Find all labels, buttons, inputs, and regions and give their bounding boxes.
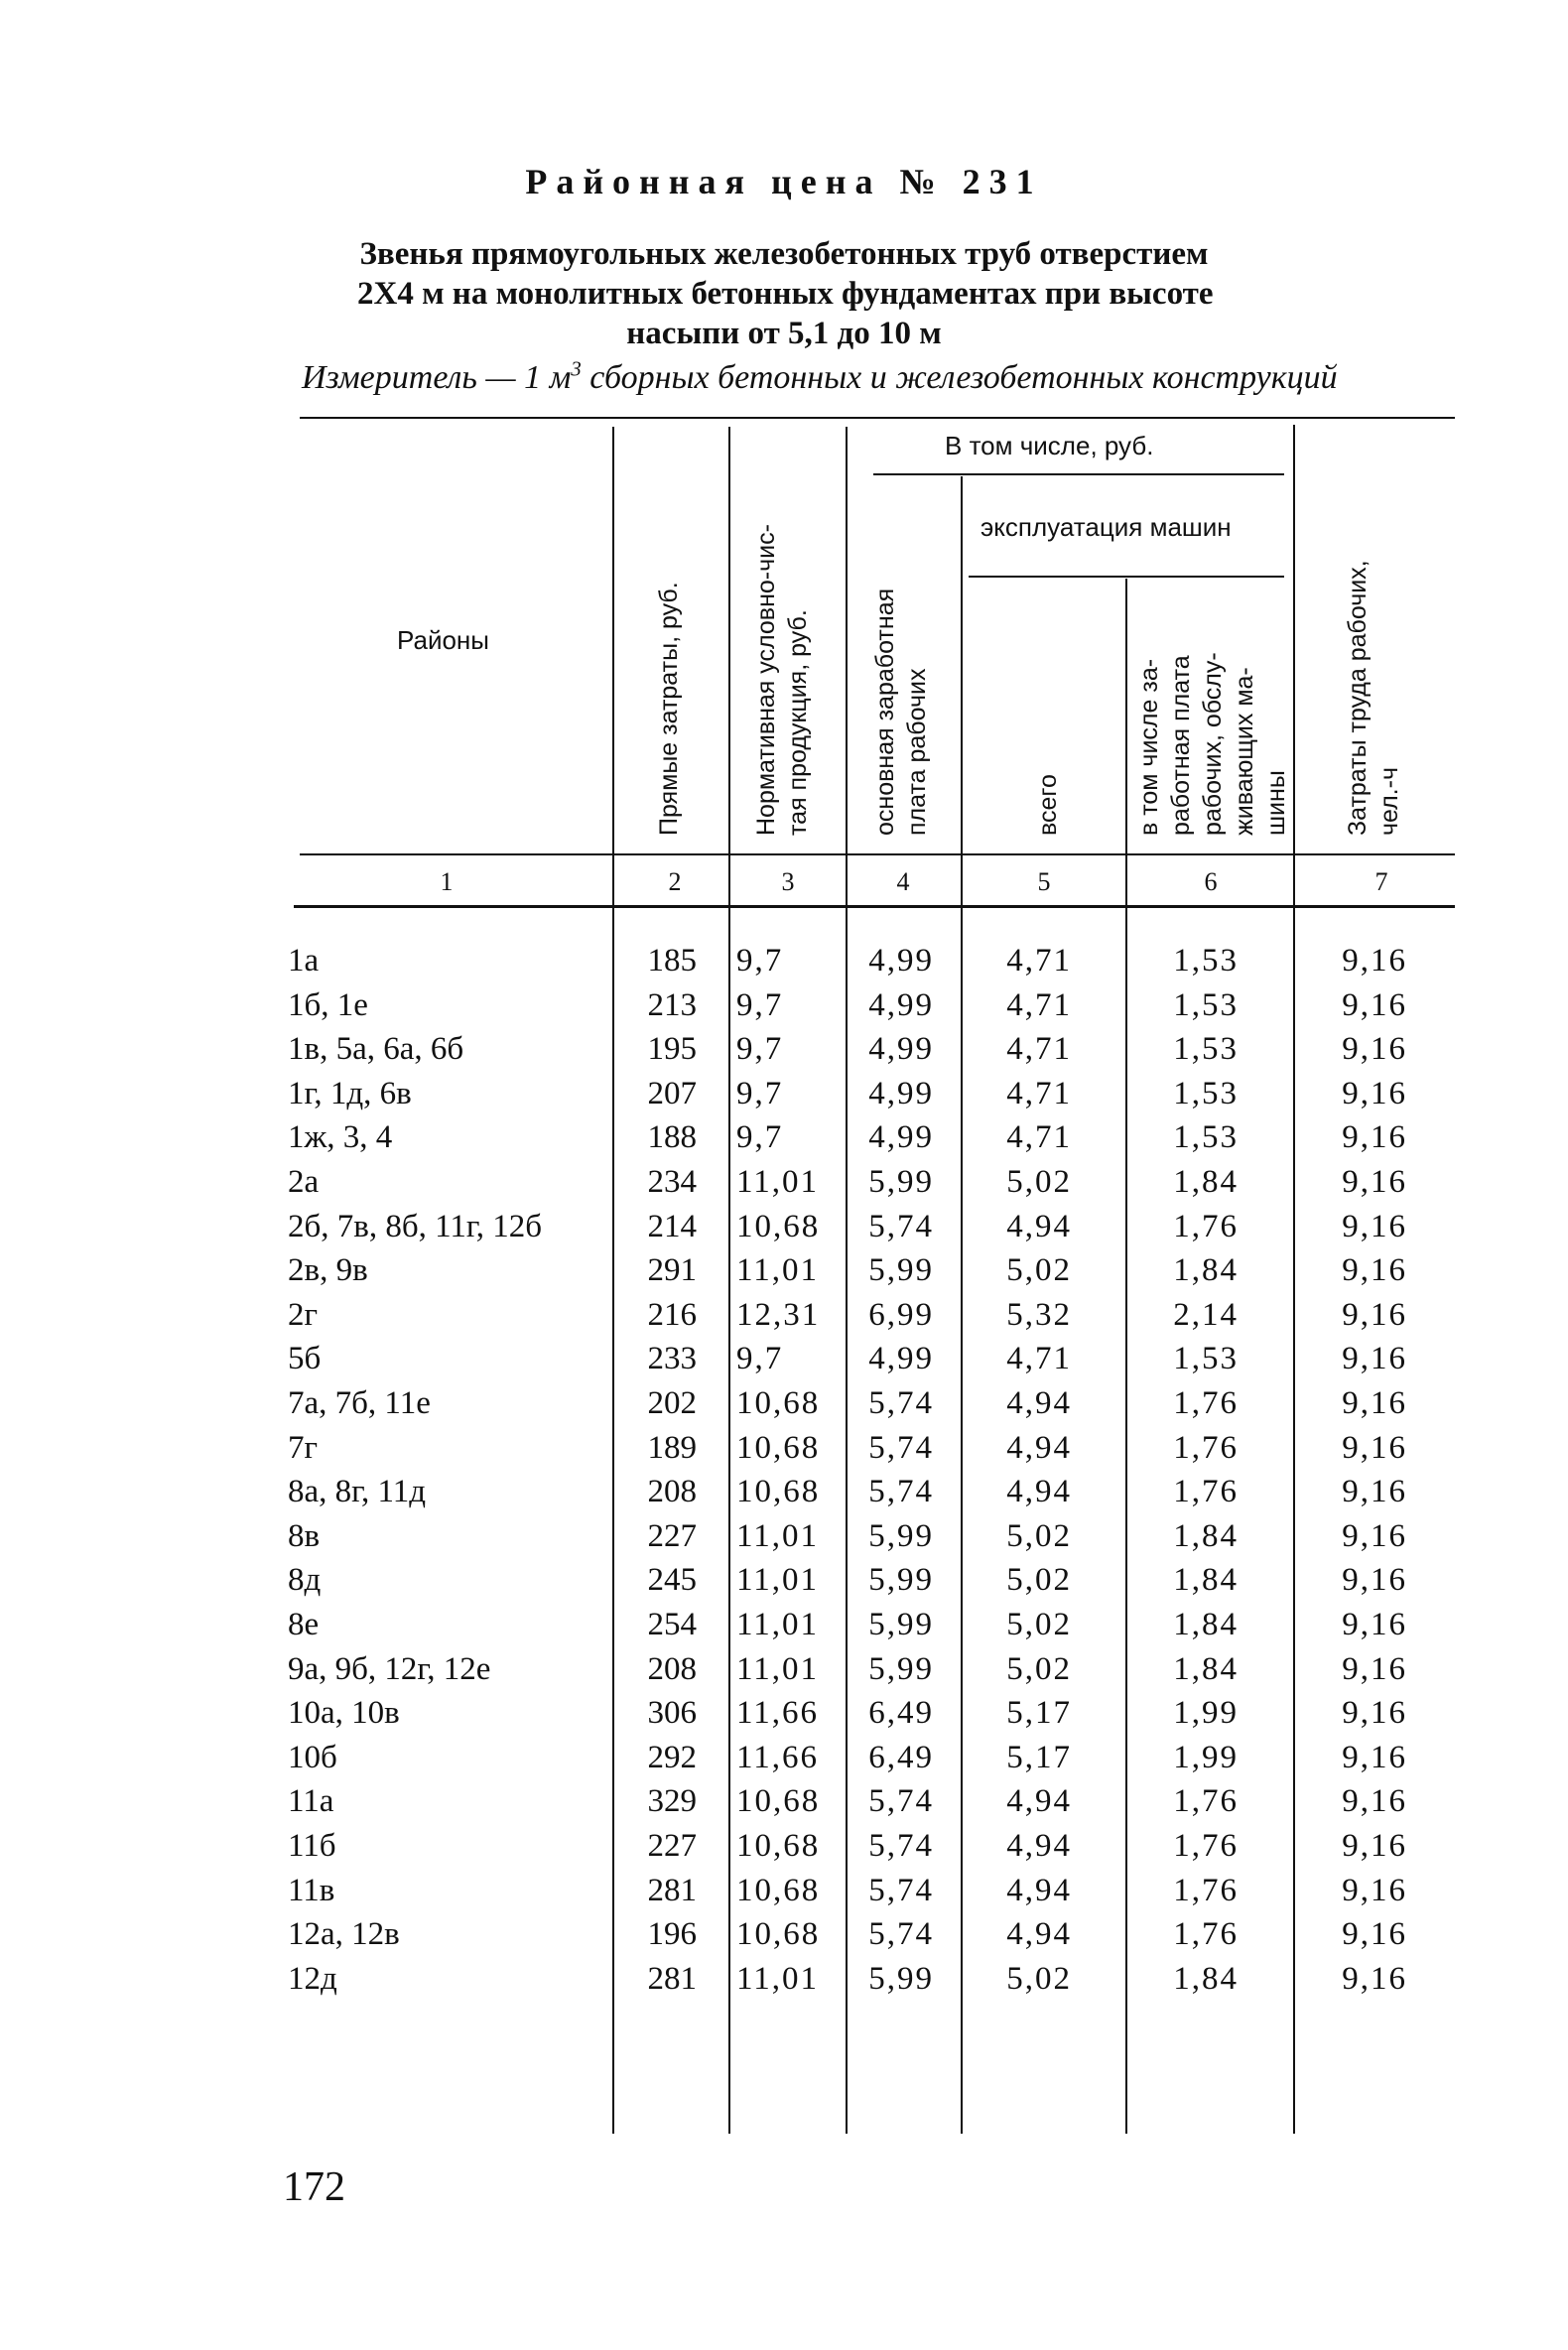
subtitle-line: насыпи от 5,1 до 10 м [626, 316, 942, 351]
table-cell: 1а [288, 943, 320, 979]
table-cell: 2г [288, 1296, 319, 1333]
table-cell: 5,74 [868, 1916, 934, 1953]
table-cell: 11в [288, 1872, 335, 1908]
table-cell: 5,32 [1006, 1296, 1072, 1333]
column-number: 4 [896, 867, 910, 896]
table-cell: 9,16 [1342, 1607, 1407, 1642]
table-cell: 1в, 5а, 6а, 6б [288, 1031, 464, 1068]
header-machines-total: всего [1034, 774, 1062, 836]
table-top-rule [300, 417, 1455, 419]
table-cell: 1,76 [1173, 1429, 1239, 1466]
table-cell: 10,68 [736, 1474, 821, 1510]
table-cell: 5,02 [1006, 1650, 1072, 1687]
table-cell: 9,16 [1342, 1474, 1407, 1510]
table-cell: 1,84 [1173, 1164, 1239, 1200]
header-machine-operator-wage: в том числе за- работная плата рабочих, обслу- живающих ма- шины [1135, 652, 1290, 836]
table-row [0, 1647, 1568, 1691]
table-cell: 4,71 [1006, 986, 1072, 1023]
table-cell: 2а [288, 1164, 320, 1200]
table-cell: 9,16 [1342, 1828, 1407, 1864]
table-cell: 10,68 [736, 1208, 821, 1244]
subtitle-line: Звенья прямоугольных железобетонных труб отверстием [359, 236, 1209, 272]
table-cell: 5,99 [868, 1607, 934, 1642]
table-cell: 1,76 [1173, 1474, 1239, 1510]
table-cell: 9,16 [1342, 986, 1407, 1023]
table-row [0, 1027, 1568, 1071]
table-cell: 1б, 1е [288, 986, 368, 1023]
table-cell: 11,01 [736, 1607, 820, 1642]
page-number: 172 [283, 2164, 345, 2210]
table-cell: 9,16 [1342, 1872, 1407, 1908]
table-cell: 4,94 [1006, 1916, 1072, 1953]
table-cell: 11,01 [736, 1960, 820, 1997]
table-cell: 5,74 [868, 1828, 934, 1864]
table-row [0, 1779, 1568, 1823]
header-bottom-rule [300, 853, 1455, 855]
table-cell: 9,7 [736, 943, 784, 979]
table-row [0, 1337, 1568, 1380]
table-cell: 10,68 [736, 1783, 821, 1820]
table-cell: 4,99 [868, 986, 934, 1023]
table-cell: 6,49 [868, 1739, 934, 1775]
table-row [0, 983, 1568, 1027]
table-cell: 4,99 [868, 943, 934, 979]
table-cell: 11,01 [736, 1562, 820, 1599]
document-subtitle [357, 234, 1214, 353]
table-cell: 4,94 [1006, 1872, 1072, 1908]
table-cell: 5,02 [1006, 1607, 1072, 1642]
table-cell: 9,16 [1342, 1164, 1407, 1200]
table-cell: 9,16 [1342, 1695, 1407, 1732]
table-cell: 9,16 [1342, 1252, 1407, 1289]
table-cell: 2в, 9в [288, 1252, 368, 1289]
table-cell: 4,94 [1006, 1828, 1072, 1864]
table-cell: 9,16 [1342, 1208, 1407, 1244]
table-cell: 5,74 [868, 1208, 934, 1244]
table-cell: 1,76 [1173, 1385, 1239, 1421]
table-cell: 1ж, 3, 4 [288, 1119, 393, 1156]
table-cell: 10,68 [736, 1429, 821, 1466]
table-cell: 4,71 [1006, 1075, 1072, 1111]
table-cell: 9,16 [1342, 1075, 1407, 1111]
table-row [0, 1869, 1568, 1912]
table-cell: 5,17 [1006, 1695, 1072, 1732]
table-cell: 4,99 [868, 1075, 934, 1111]
table-cell: 5,02 [1006, 1517, 1072, 1554]
table-cell: 10,68 [736, 1828, 821, 1864]
table-cell: 4,71 [1006, 1341, 1072, 1377]
table-cell: 5,99 [868, 1562, 934, 1599]
table-cell: 5,17 [1006, 1739, 1072, 1775]
table-row [0, 1558, 1568, 1602]
table-cell: 9,7 [736, 986, 784, 1023]
header-group-rub: В том числе, руб. [945, 431, 1154, 460]
table-cell: 254 [647, 1607, 697, 1642]
table-cell: 11,01 [736, 1650, 820, 1687]
table-cell: 9,16 [1342, 1960, 1407, 1997]
table-cell: 5,74 [868, 1429, 934, 1466]
table-cell: 11,01 [736, 1164, 820, 1200]
table-cell: 9,16 [1342, 1650, 1407, 1687]
column-number: 2 [668, 867, 682, 896]
column-number: 3 [781, 867, 795, 896]
table-cell: 5,74 [868, 1474, 934, 1510]
table-cell: 11а [288, 1783, 334, 1820]
table-cell: 10,68 [736, 1916, 821, 1953]
table-row [0, 1957, 1568, 2001]
table-cell: 9,16 [1342, 943, 1407, 979]
table-row [0, 1691, 1568, 1735]
table-row [0, 1160, 1568, 1204]
table-cell: 11,66 [736, 1695, 820, 1732]
table-cell: 8в [288, 1517, 321, 1554]
table-cell: 4,99 [868, 1031, 934, 1068]
table-cell: 4,99 [868, 1341, 934, 1377]
table-cell: 12а, 12в [288, 1916, 400, 1953]
table-cell: 227 [647, 1828, 697, 1864]
table-cell: 1,76 [1173, 1916, 1239, 1953]
table-cell: 188 [647, 1119, 697, 1156]
column-number: 5 [1037, 867, 1051, 896]
table-row [0, 1205, 1568, 1248]
document-title: Районная цена № 231 [525, 162, 1043, 201]
table-cell: 1,84 [1173, 1252, 1239, 1289]
table-cell: 2,14 [1173, 1296, 1239, 1333]
header-regions: Районы [397, 625, 489, 655]
table-cell: 1,76 [1173, 1783, 1239, 1820]
table-cell: 9а, 9б, 12г, 12е [288, 1650, 491, 1687]
table-cell: 11б [288, 1828, 336, 1864]
table-row [0, 1248, 1568, 1292]
table-cell: 5,99 [868, 1650, 934, 1687]
table-cell: 4,94 [1006, 1385, 1072, 1421]
table-cell: 1,76 [1173, 1828, 1239, 1864]
machines-header-rule [969, 576, 1284, 578]
header-normative-product: Нормативная условно-чис- тая продукция, руб. [752, 524, 812, 836]
measure-prefix: Измеритель — 1 м [302, 359, 572, 396]
table-cell: 233 [647, 1341, 697, 1377]
table-cell: 202 [647, 1385, 697, 1421]
table-cell: 9,16 [1342, 1031, 1407, 1068]
table-cell: 7а, 7б, 11е [288, 1385, 431, 1421]
table-row [0, 1293, 1568, 1337]
table-cell: 4,94 [1006, 1429, 1072, 1466]
table-cell: 1,84 [1173, 1517, 1239, 1554]
column-number: 7 [1374, 867, 1388, 896]
table-cell: 1,53 [1173, 1119, 1239, 1156]
table-cell: 1,84 [1173, 1607, 1239, 1642]
header-labor-costs: Затраты труда рабочих, чел.-ч [1344, 560, 1403, 836]
table-cell: 8е [288, 1607, 320, 1642]
table-cell: 1,53 [1173, 986, 1239, 1023]
table-cell: 5,99 [868, 1517, 934, 1554]
table-row [0, 1824, 1568, 1868]
table-cell: 10б [288, 1739, 337, 1775]
table-cell: 234 [647, 1164, 697, 1200]
table-cell: 4,99 [868, 1119, 934, 1156]
table-cell: 4,71 [1006, 943, 1072, 979]
table-cell: 4,71 [1006, 1119, 1072, 1156]
table-cell: 329 [647, 1783, 697, 1820]
table-cell: 9,16 [1342, 1739, 1407, 1775]
table-cell: 195 [647, 1031, 697, 1068]
table-cell: 10,68 [736, 1385, 821, 1421]
table-cell: 1,53 [1173, 1341, 1239, 1377]
table-cell: 214 [647, 1208, 697, 1244]
table-cell: 5,74 [868, 1385, 934, 1421]
table-cell: 9,16 [1342, 1429, 1407, 1466]
table-row [0, 1603, 1568, 1646]
table-cell: 9,7 [736, 1341, 784, 1377]
table-cell: 5,74 [868, 1783, 934, 1820]
table-cell: 9,7 [736, 1075, 784, 1111]
table-cell: 4,94 [1006, 1474, 1072, 1510]
column-number: 1 [440, 867, 454, 896]
table-cell: 9,16 [1342, 1916, 1407, 1953]
table-cell: 1,53 [1173, 1031, 1239, 1068]
table-row [0, 1470, 1568, 1513]
table-cell: 208 [647, 1650, 697, 1687]
table-cell: 9,16 [1342, 1562, 1407, 1599]
table-cell: 9,7 [736, 1031, 784, 1068]
table-cell: 12,31 [736, 1296, 821, 1333]
header-base-wage: основная заработная плата рабочих [871, 588, 931, 836]
table-row [0, 939, 1568, 982]
table-cell: 2б, 7в, 8б, 11г, 12б [288, 1208, 543, 1244]
column-number-rule [294, 905, 1455, 908]
table-cell: 6,49 [868, 1695, 934, 1732]
table-cell: 292 [647, 1739, 697, 1775]
table-cell: 8д [288, 1562, 322, 1599]
table-cell: 4,94 [1006, 1783, 1072, 1820]
table-row [0, 1736, 1568, 1779]
table-cell: 1,53 [1173, 1075, 1239, 1111]
table-cell: 5,99 [868, 1252, 934, 1289]
table-cell: 9,16 [1342, 1385, 1407, 1421]
table-cell: 5б [288, 1341, 322, 1377]
measurement-unit [302, 356, 1463, 397]
table-cell: 1,84 [1173, 1562, 1239, 1599]
table-cell: 227 [647, 1517, 697, 1554]
table-cell: 4,71 [1006, 1031, 1072, 1068]
measure-power: 3 [571, 356, 582, 381]
table-row [0, 1115, 1568, 1159]
table-cell: 281 [647, 1872, 697, 1908]
table-cell: 1,84 [1173, 1960, 1239, 1997]
table-cell: 1,84 [1173, 1650, 1239, 1687]
measure-suffix: сборных бетонных и железобетонных конструкций [581, 359, 1338, 396]
table-cell: 1,99 [1173, 1695, 1239, 1732]
table-cell: 196 [647, 1916, 697, 1953]
table-cell: 207 [647, 1075, 697, 1111]
table-cell: 1,76 [1173, 1872, 1239, 1908]
table-row [0, 1381, 1568, 1425]
table-cell: 11,66 [736, 1739, 820, 1775]
subtitle-line: 2X4 м на монолитных бетонных фундаментах при высоте [357, 276, 1214, 312]
table-cell: 10а, 10в [288, 1695, 400, 1732]
table-cell: 4,94 [1006, 1208, 1072, 1244]
header-machine-operation: эксплуатация машин [980, 512, 1232, 542]
table-cell: 11,01 [736, 1517, 820, 1554]
group-header-rule [873, 473, 1284, 475]
table-cell: 5,02 [1006, 1960, 1072, 1997]
table-cell: 11,01 [736, 1252, 820, 1289]
table-cell: 208 [647, 1474, 697, 1510]
table-cell: 5,02 [1006, 1252, 1072, 1289]
table-cell: 185 [647, 943, 697, 979]
table-cell: 306 [647, 1695, 697, 1732]
table-cell: 8а, 8г, 11д [288, 1474, 427, 1510]
table-cell: 213 [647, 986, 697, 1023]
header-direct-costs: Прямые затраты, руб. [655, 582, 683, 836]
table-row [0, 1072, 1568, 1115]
table-cell: 281 [647, 1960, 697, 1997]
table-cell: 9,16 [1342, 1517, 1407, 1554]
table-cell: 5,02 [1006, 1562, 1072, 1599]
table-cell: 1,53 [1173, 943, 1239, 979]
table-cell: 9,16 [1342, 1119, 1407, 1156]
table-cell: 6,99 [868, 1296, 934, 1333]
table-cell: 12д [288, 1960, 337, 1997]
table-cell: 5,74 [868, 1872, 934, 1908]
table-cell: 216 [647, 1296, 697, 1333]
table-cell: 1г, 1д, 6в [288, 1075, 412, 1111]
table-cell: 1,99 [1173, 1739, 1239, 1775]
table-cell: 1,76 [1173, 1208, 1239, 1244]
table-cell: 291 [647, 1252, 697, 1289]
table-cell: 9,7 [736, 1119, 784, 1156]
table-cell: 9,16 [1342, 1341, 1407, 1377]
table-cell: 189 [647, 1429, 697, 1466]
table-cell: 7г [288, 1429, 319, 1466]
table-row [0, 1426, 1568, 1470]
table-cell: 9,16 [1342, 1783, 1407, 1820]
table-cell: 5,99 [868, 1164, 934, 1200]
table-cell: 9,16 [1342, 1296, 1407, 1333]
table-cell: 10,68 [736, 1872, 821, 1908]
column-number: 6 [1204, 867, 1218, 896]
table-row [0, 1912, 1568, 1956]
table-cell: 5,02 [1006, 1164, 1072, 1200]
table-row [0, 1514, 1568, 1558]
table-cell: 245 [647, 1562, 697, 1599]
table-cell: 5,99 [868, 1960, 934, 1997]
